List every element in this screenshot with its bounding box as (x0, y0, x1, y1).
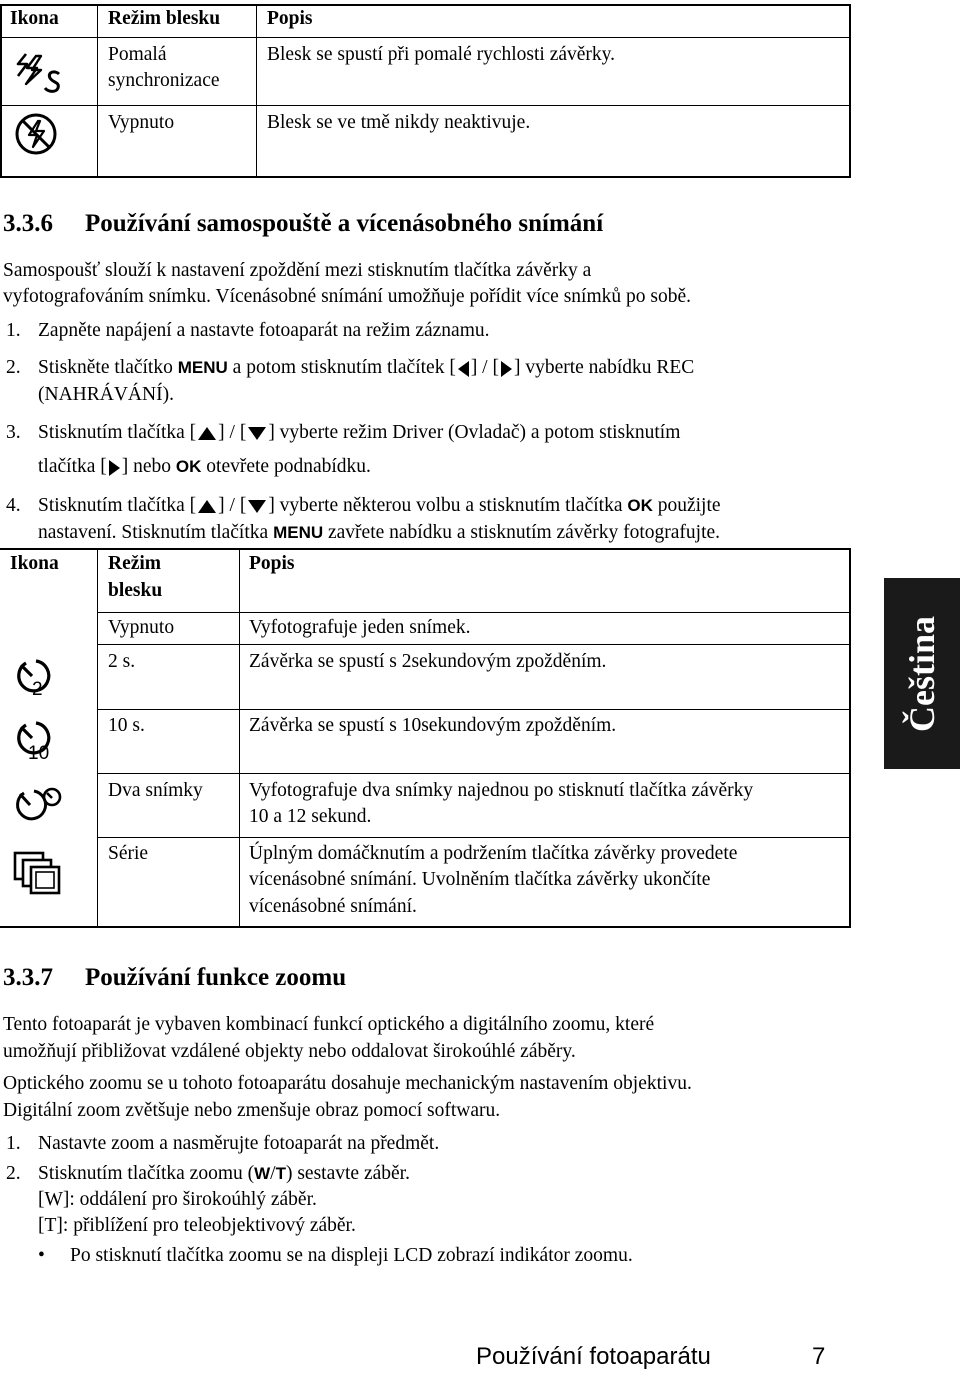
menu-button-label: MENU (273, 523, 324, 542)
table-header-mode: Režim (108, 553, 162, 574)
mode-label: Pomalá (108, 44, 167, 65)
description: Blesk se spustí při pomalé rychlosti závěrky. (267, 44, 616, 65)
mode-label: 2 s. (108, 651, 136, 672)
step-number: 2. (6, 357, 21, 378)
step-number: 3. (6, 422, 21, 443)
step-text: Stisknutím tlačítka [ ] / [ ] vyberte režim Driver (Ovladač) a potom stisknutím (38, 422, 681, 443)
table-header-mode: Režim blesku (108, 8, 221, 29)
footer-title: Používání fotoaparátu (476, 1343, 711, 1370)
up-arrow-icon (198, 500, 216, 513)
down-arrow-icon (248, 500, 266, 513)
right-arrow-icon (501, 361, 512, 377)
paragraph: Optického zoomu se u tohoto fotoaparátu dosahuje mechanickým nastavením objektivu. (3, 1073, 692, 1094)
bullet: • (38, 1245, 45, 1266)
zoom-tele-label: T (275, 1164, 286, 1183)
step-number: 2. (6, 1163, 21, 1184)
paragraph: umožňují přibližovat vzdálené objekty nebo oddalovat širokoúhlé záběry. (3, 1041, 576, 1062)
section-title: Používání funkce zoomu (85, 964, 347, 991)
step-number: 4. (6, 495, 21, 516)
table-header-icon: Ikona (10, 8, 59, 29)
language-tab (884, 578, 960, 769)
paragraph: Tento fotoaparát je vybaven kombinací funkcí optického a digitálního zoomu, které (3, 1014, 655, 1035)
table-header-desc: Popis (249, 553, 295, 574)
menu-button-label: MENU (177, 358, 228, 377)
zoom-wide-label: W (254, 1164, 271, 1183)
mode-label: Vypnuto (108, 617, 175, 638)
section-number: 3.3.6 (3, 210, 53, 237)
description: 10 a 12 sekund. (249, 806, 372, 827)
step-text: Zapněte napájení a nastavte fotoaparát na režim záznamu. (38, 320, 490, 341)
zoom-wide-description: [W]: oddálení pro širokoúhlý záběr. (38, 1189, 317, 1210)
mode-label: Dva snímky (108, 780, 203, 801)
zoom-tele-description: [T]: přiblížení pro teleobjektivový záběr. (38, 1215, 356, 1236)
mode-label: synchronizace (108, 70, 220, 91)
description: Blesk se ve tmě nikdy neaktivuje. (267, 112, 531, 133)
timer-label: 2 (32, 679, 43, 700)
step-number: 1. (6, 1133, 21, 1154)
step-number: 1. (6, 320, 21, 341)
step-text: Nastavte zoom a nasměrujte fotoaparát na předmět. (38, 1133, 440, 1154)
step-text: nastavení. Stisknutím tlačítka MENU zavřete nabídku a stisknutím závěrky fotografujte. (38, 522, 721, 543)
description: Vyfotografuje jeden snímek. (249, 617, 471, 638)
right-arrow-icon (109, 460, 120, 476)
flash-off-icon (14, 112, 58, 156)
ok-button-label: OK (175, 457, 202, 476)
paragraph: Samospoušť slouží k nastavení zpoždění mezi stisknutím tlačítka závěrky a (3, 260, 592, 281)
step-text: Stiskněte tlačítko MENU a potom stisknutím tlačítek [ ] / [ ] vyberte nabídku REC (38, 357, 695, 378)
table-header-mode: blesku (108, 580, 163, 601)
mode-label: Série (108, 843, 149, 864)
step-text: Stisknutím tlačítka [ ] / [ ] vyberte některou volbu a stisknutím tlačítka OK použijte (38, 495, 721, 516)
ok-button-label: OK (627, 496, 653, 515)
description: vícenásobné snímání. Uvolněním tlačítka závěrky ukončíte (249, 869, 711, 890)
section-number: 3.3.7 (3, 964, 53, 991)
timer-label: 10 (28, 743, 50, 764)
section-title: Používání samospouště a vícenásobného snímání (85, 210, 604, 237)
down-arrow-icon (248, 427, 266, 440)
paragraph: Digitální zoom zvětšuje nebo zmenšuje obraz pomocí softwaru. (3, 1100, 501, 1121)
description: Závěrka se spustí s 2sekundovým zpožděním. (249, 651, 607, 672)
description: Vyfotografuje dva snímky najednou po stisknutí tlačítka závěrky (249, 780, 754, 801)
mode-label: Vypnuto (108, 112, 175, 133)
up-arrow-icon (198, 427, 216, 440)
description: vícenásobné snímání. (249, 896, 417, 917)
step-text: (NAHRÁVÁNÍ). (38, 384, 174, 405)
table-header-icon: Ikona (10, 553, 59, 574)
page-number: 7 (812, 1343, 826, 1370)
burst-icon (12, 850, 62, 896)
flash-slow-sync-icon (14, 50, 62, 94)
paragraph: vyfotografováním snímku. Vícenásobné snímání umožňuje pořídit více snímků po sobě. (3, 286, 691, 307)
description: Úplným domáčknutím a podržením tlačítka závěrky provedete (249, 843, 738, 864)
step-text: tlačítka [ ] nebo OK otevřete podnabídku. (38, 456, 371, 477)
language-label: Čeština (902, 615, 942, 732)
description: Závěrka se spustí s 10sekundovým zpožděním. (249, 715, 617, 736)
bullet-text: Po stisknutí tlačítka zoomu se na displeji LCD zobrazí indikátor zoomu. (70, 1245, 633, 1266)
left-arrow-icon (458, 361, 469, 377)
table-header-desc: Popis (267, 8, 313, 29)
step-text: Stisknutím tlačítka zoomu (W/T) sestavte záběr. (38, 1163, 410, 1184)
double-timer-icon (12, 784, 68, 830)
mode-label: 10 s. (108, 715, 145, 736)
